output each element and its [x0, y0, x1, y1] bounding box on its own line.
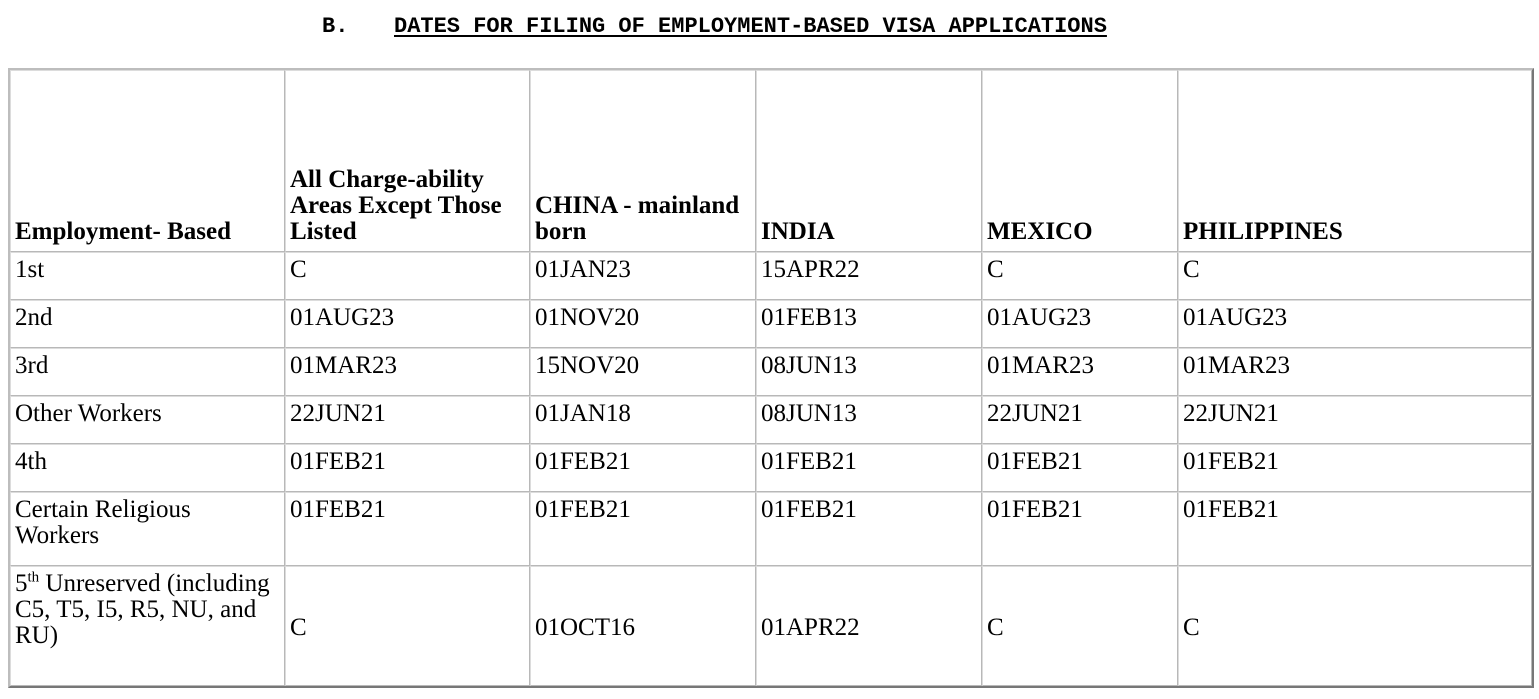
row-category: Other Workers [10, 396, 285, 444]
cell-china: 15NOV20 [530, 348, 756, 396]
cell-all-chargeability: 01MAR23 [285, 348, 530, 396]
cell-all-chargeability: C [285, 566, 530, 686]
column-header-all-chargeability: All Charge-ability Areas Except Those Listed [285, 70, 530, 252]
table-row [10, 444, 1532, 492]
category-description: Unreserved (including C5, T5, I5, R5, NU, and RU) [15, 570, 270, 650]
table-row [10, 566, 1532, 686]
cell-india: 01FEB21 [756, 444, 982, 492]
row-category: 3rd [10, 348, 285, 396]
column-header-employment-based: Employment- Based [10, 70, 285, 252]
section-title: DATES FOR FILING OF EMPLOYMENT-BASED VISA APPLICATIONS [394, 14, 1107, 39]
cell-mexico: C [982, 566, 1178, 686]
cell-mexico: C [982, 252, 1178, 300]
cell-mexico: 01FEB21 [982, 492, 1178, 566]
cell-china: 01FEB21 [530, 444, 756, 492]
cell-china: 01JAN18 [530, 396, 756, 444]
cell-all-chargeability: 01FEB21 [285, 444, 530, 492]
cell-india: 01APR22 [756, 566, 982, 686]
row-category: 4th [10, 444, 285, 492]
table-row [10, 396, 1532, 444]
cell-india: 15APR22 [756, 252, 982, 300]
section-letter: B. [322, 14, 349, 39]
table-row [10, 348, 1532, 396]
column-header-mexico: MEXICO [982, 70, 1178, 252]
category-number: 5 [15, 570, 28, 598]
cell-india: 08JUN13 [756, 348, 982, 396]
category-ordinal-suffix: th [27, 569, 40, 586]
cell-philippines: 01MAR23 [1178, 348, 1532, 396]
visa-dates-table [8, 68, 1534, 688]
cell-all-chargeability: 22JUN21 [285, 396, 530, 444]
cell-philippines: 01AUG23 [1178, 300, 1532, 348]
cell-china: 01NOV20 [530, 300, 756, 348]
cell-india: 08JUN13 [756, 396, 982, 444]
cell-mexico: 01MAR23 [982, 348, 1178, 396]
cell-china: 01OCT16 [530, 566, 756, 686]
cell-mexico: 01FEB21 [982, 444, 1178, 492]
table-row [10, 300, 1532, 348]
table-row [10, 252, 1532, 300]
cell-india: 01FEB21 [756, 492, 982, 566]
table-row [10, 492, 1532, 566]
cell-all-chargeability: 01FEB21 [285, 492, 530, 566]
table-header-row [10, 70, 1532, 252]
cell-all-chargeability: C [285, 252, 530, 300]
row-category: Certain Religious Workers [10, 492, 285, 566]
cell-philippines: 01FEB21 [1178, 444, 1532, 492]
cell-philippines: 22JUN21 [1178, 396, 1532, 444]
cell-mexico: 22JUN21 [982, 396, 1178, 444]
cell-india: 01FEB13 [756, 300, 982, 348]
cell-all-chargeability: 01AUG23 [285, 300, 530, 348]
column-header-china: CHINA - mainland born [530, 70, 756, 252]
cell-china: 01JAN23 [530, 252, 756, 300]
column-header-india: INDIA [756, 70, 982, 252]
row-category [10, 566, 285, 686]
row-category: 2nd [10, 300, 285, 348]
cell-china: 01FEB21 [530, 492, 756, 566]
cell-mexico: 01AUG23 [982, 300, 1178, 348]
cell-philippines: 01FEB21 [1178, 492, 1532, 566]
cell-philippines: C [1178, 566, 1532, 686]
cell-philippines: C [1178, 252, 1532, 300]
column-header-philippines: PHILIPPINES [1178, 70, 1532, 252]
row-category: 1st [10, 252, 285, 300]
